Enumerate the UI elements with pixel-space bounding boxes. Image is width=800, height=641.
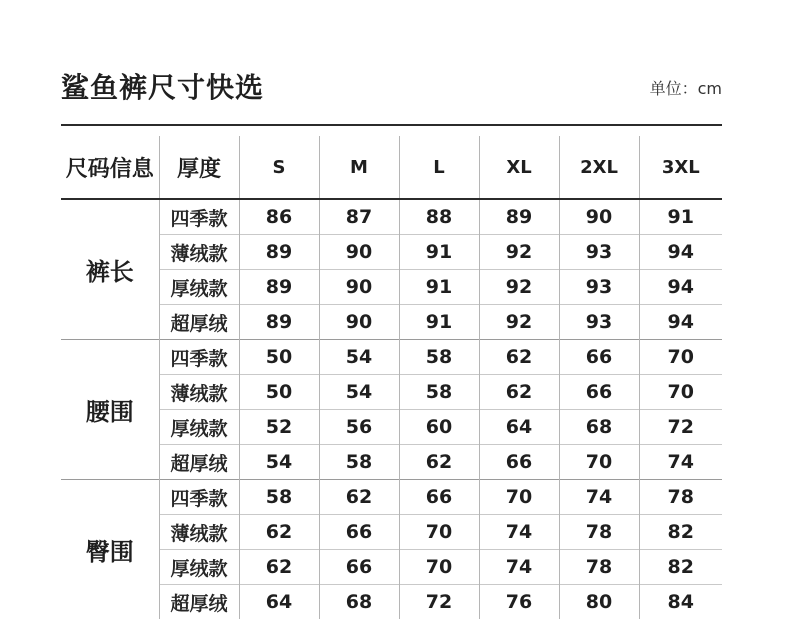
size-value-cell: 54: [319, 375, 399, 410]
variant-label: 厚绒款: [159, 270, 239, 305]
size-value-cell: 64: [479, 410, 559, 445]
variant-label: 超厚绒: [159, 305, 239, 340]
unit-label: 单位：cm: [649, 79, 722, 98]
variant-label: 超厚绒: [159, 585, 239, 620]
size-value-cell: 66: [559, 340, 639, 375]
header-divider: [61, 124, 722, 126]
page-title: 鲨鱼裤尺寸快选: [61, 71, 265, 104]
size-value-cell: 90: [319, 235, 399, 270]
table-row: [61, 199, 722, 235]
variant-label: 超厚绒: [159, 445, 239, 480]
size-value-cell: 72: [399, 585, 479, 620]
header-size-m: M: [319, 136, 399, 199]
size-value-cell: 80: [559, 585, 639, 620]
size-value-cell: 70: [667, 346, 694, 368]
size-value-cell: 66: [319, 515, 399, 550]
table-row: [61, 585, 722, 620]
size-value-cell: 78: [667, 486, 694, 508]
header-size-xl: XL: [479, 136, 559, 199]
table-row: [61, 235, 722, 270]
size-value-cell: 76: [479, 585, 559, 620]
size-value-cell: 93: [559, 270, 639, 305]
size-value-cell: 68: [319, 585, 399, 620]
table-row: [61, 375, 722, 410]
size-value-cell: 89: [239, 235, 319, 270]
table-row: [61, 480, 722, 515]
size-value-cell: 74: [479, 550, 559, 585]
row-group: [61, 340, 722, 480]
size-value-cell: 58: [399, 375, 479, 410]
variant-label: 薄绒款: [159, 375, 239, 410]
size-value-cell: 62: [319, 480, 399, 515]
header-size-2xl: 2XL: [559, 136, 639, 199]
header-thickness: 厚度: [159, 136, 239, 199]
size-value-cell: 94: [639, 235, 722, 270]
size-value-cell: 62: [239, 550, 319, 585]
variant-label: 厚绒款: [159, 550, 239, 585]
group-label: 臀围: [61, 480, 159, 620]
header-size-s: S: [239, 136, 319, 199]
size-value-cell: 58: [399, 340, 479, 375]
size-value-cell: 60: [399, 410, 479, 445]
size-table: [61, 136, 722, 619]
size-value-cell: 91: [399, 305, 479, 340]
size-value-cell: 91: [399, 235, 479, 270]
size-value-cell: 93: [559, 235, 639, 270]
variant-label: 四季款: [159, 480, 239, 515]
table-row: [61, 340, 722, 375]
size-value-cell: 58: [319, 445, 399, 480]
size-value-cell: 78: [559, 515, 639, 550]
size-value-cell: 58: [239, 480, 319, 515]
variant-label: 薄绒款: [159, 235, 239, 270]
size-value-cell: 68: [559, 410, 639, 445]
table-row: [61, 410, 722, 445]
size-value-cell: 70: [559, 445, 639, 480]
size-value-cell: 78: [559, 550, 639, 585]
size-value-cell: 66: [319, 550, 399, 585]
size-value-cell: 70: [479, 480, 559, 515]
size-value-cell: 74: [479, 515, 559, 550]
size-value-cell: 89: [239, 305, 319, 340]
header-size-l: L: [399, 136, 479, 199]
size-value-cell: 64: [239, 585, 319, 620]
size-value-cell: 90: [319, 270, 399, 305]
table-row: [61, 270, 722, 305]
size-value-cell: 92: [479, 305, 559, 340]
size-value-cell: 62: [479, 340, 559, 375]
size-value-cell: 92: [479, 235, 559, 270]
size-value-cell: 92: [479, 270, 559, 305]
variant-label: 薄绒款: [159, 515, 239, 550]
size-value-cell: 91: [667, 206, 694, 228]
size-value-cell: 82: [639, 550, 722, 585]
size-value-cell: 93: [559, 305, 639, 340]
size-value-cell: 87: [319, 199, 399, 235]
size-value-cell: 94: [639, 270, 722, 305]
size-value-cell: 66: [559, 375, 639, 410]
row-group: [61, 199, 722, 340]
size-value-cell: 74: [559, 480, 639, 515]
table-header-row: [61, 136, 722, 199]
size-value-cell: 70: [639, 375, 722, 410]
size-value-cell: 50: [239, 375, 319, 410]
table-row: [61, 550, 722, 585]
size-value-cell: 66: [399, 480, 479, 515]
header-info: 尺码信息: [65, 156, 154, 182]
size-value-cell: 70: [399, 550, 479, 585]
size-value-cell: 52: [239, 410, 319, 445]
size-value-cell: 82: [639, 515, 722, 550]
size-value-cell: 89: [479, 199, 559, 235]
size-value-cell: 86: [239, 199, 319, 235]
size-value-cell: 50: [239, 340, 319, 375]
size-value-cell: 56: [319, 410, 399, 445]
table-row: [61, 305, 722, 340]
variant-label: 四季款: [159, 199, 239, 235]
size-value-cell: 66: [479, 445, 559, 480]
group-label: 腰围: [61, 340, 159, 480]
header-size-3xl: 3XL: [639, 136, 722, 199]
size-value-cell: 91: [399, 270, 479, 305]
size-value-cell: 94: [639, 305, 722, 340]
size-value-cell: 54: [239, 445, 319, 480]
size-value-cell: 72: [639, 410, 722, 445]
table-row: [61, 445, 722, 480]
table-row: [61, 515, 722, 550]
size-value-cell: 89: [239, 270, 319, 305]
size-value-cell: 84: [639, 585, 722, 620]
row-group: [61, 480, 722, 620]
size-value-cell: 62: [399, 445, 479, 480]
size-value-cell: 74: [639, 445, 722, 480]
size-value-cell: 90: [319, 305, 399, 340]
variant-label: 四季款: [159, 340, 239, 375]
variant-label: 厚绒款: [159, 410, 239, 445]
size-value-cell: 90: [559, 199, 639, 235]
size-value-cell: 54: [319, 340, 399, 375]
group-label: 裤长: [61, 199, 159, 340]
size-value-cell: 62: [479, 375, 559, 410]
size-value-cell: 70: [399, 515, 479, 550]
size-value-cell: 88: [399, 199, 479, 235]
size-value-cell: 62: [239, 515, 319, 550]
